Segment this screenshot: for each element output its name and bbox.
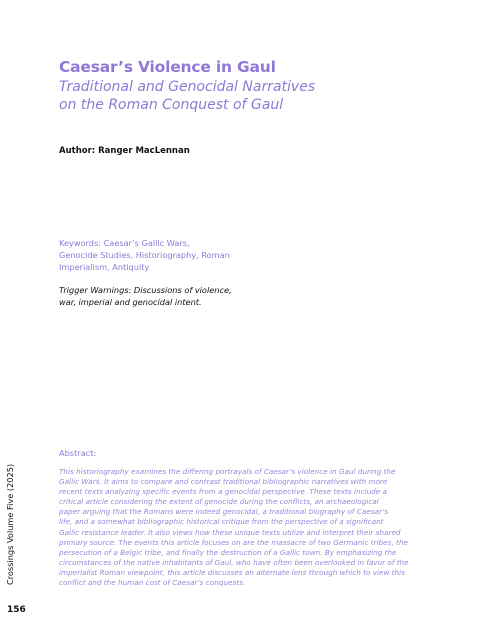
abstract-line: persecution of a Belgic tribe, and finally the destruction of a Gallic town. By emphasizing the xyxy=(59,547,397,557)
abstract-line: Gallic Wars. It aims to compare and contrast traditional bibliographic narratives with more xyxy=(59,477,388,487)
author-line: Author: Ranger MacLennan xyxy=(59,146,190,156)
abstract-line: life, and a somewhat bibliographic historical critique from the perspective of a significant xyxy=(59,517,384,527)
abstract-heading: Abstract: xyxy=(59,448,97,458)
page-number: 156 xyxy=(7,605,26,615)
abstract-line: conflict and the human cost of Caesar’s conquests. xyxy=(59,578,246,588)
trigger-line: war, imperial and genocidal intent. xyxy=(59,297,202,307)
subtitle-line: on the Roman Conquest of Gaul xyxy=(59,97,284,113)
keywords-line: Imperialism, Antiquity xyxy=(59,262,150,272)
article-subtitle xyxy=(59,78,389,114)
journal-running-head: Crossings Volume Five (2025) xyxy=(5,463,15,585)
abstract-line: circumstances of the native inhabitants of Gaul, who have often been overlooked in favor of the xyxy=(59,557,409,567)
abstract-line: critical article considering the extent of genocide during the conflicts, an archaeological xyxy=(59,497,379,507)
trigger-warnings xyxy=(59,284,269,308)
trigger-line: Trigger Warnings: Discussions of violence, xyxy=(59,285,232,295)
abstract-line: imperialist Roman viewpoint, this article discusses an alternate lens through which to view this xyxy=(59,567,405,577)
keywords xyxy=(59,237,259,273)
abstract-line: paper arguing that the Romans were indeed genocidal, a traditional biography of Caesar’s xyxy=(59,507,389,517)
keywords-line: Genocide Studies, Historiography, Roman xyxy=(59,250,230,260)
abstract-line: Gallic resistance leader. It also views how these unique texts utilize and interpret their shared xyxy=(59,527,401,537)
keywords-line: Keywords: Caesar’s Gallic Wars, xyxy=(59,238,190,248)
abstract-line: This historiography examines the differing portrayals of Caesar’s violence in Gaul during the xyxy=(59,467,396,476)
subtitle-line: Traditional and Genocidal Narratives xyxy=(59,79,316,95)
abstract-line: recent texts analyzing specific events from a genocidal perspective. These texts include a xyxy=(59,487,387,497)
article-title: Caesar’s Violence in Gaul xyxy=(59,58,276,76)
abstract-body xyxy=(59,467,419,588)
abstract-line: primary source. The events this article focuses on are the massacre of two Germanic tribes, the xyxy=(59,537,408,547)
